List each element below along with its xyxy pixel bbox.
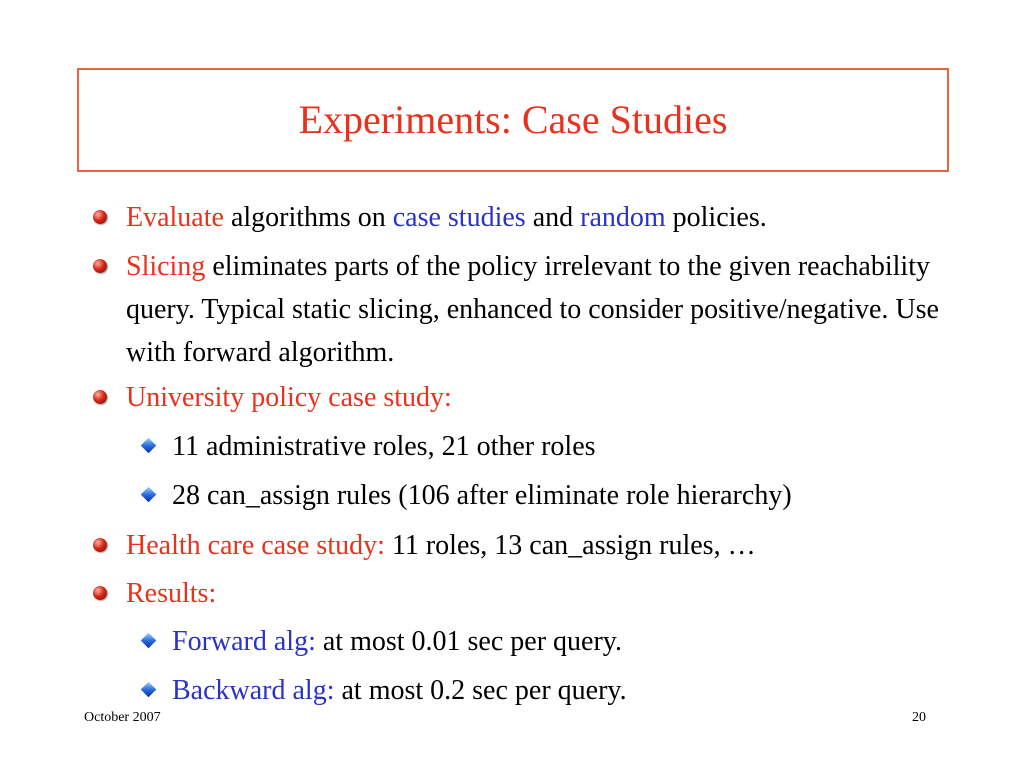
sub-bullet-text: 11 administrative roles, 21 other roles	[172, 431, 596, 462]
footer-page-number: 20	[912, 710, 926, 725]
red-ball-bullet-icon	[93, 586, 107, 600]
bullet-text-segment: and	[525, 202, 581, 233]
sub-bullet-text: at most 0.2 sec per query.	[334, 675, 627, 706]
bullet-text-segment: University policy case study:	[126, 382, 452, 413]
sub-bullet-text: at most 0.01 sec per query.	[315, 626, 622, 657]
bullet-text-segment: Evaluate	[126, 202, 224, 233]
bullet-text-segment: random	[580, 202, 666, 233]
sub-bullet-item	[172, 620, 952, 663]
bullet-text-segment: Results:	[126, 578, 217, 609]
bullet-text-segment: 11 roles, 13 can_assign rules, …	[384, 530, 756, 561]
bullet-item	[126, 376, 956, 419]
bullet-text-segment: Slicing	[126, 251, 206, 282]
sub-bullet-item	[172, 474, 952, 517]
red-ball-bullet-icon	[93, 210, 107, 224]
sub-bullet-item	[172, 425, 952, 468]
bullet-text-segment: eliminates parts of the policy irrelevant to the given reachability query. Typical static slicing, enhanced to consider positive/negative. Use with forward algorithm.	[126, 251, 939, 368]
sub-bullet-text: Backward alg:	[172, 675, 335, 706]
bullet-text-segment: algorithms on	[223, 202, 393, 233]
slide-title: Experiments: Case Studies	[298, 97, 728, 142]
title-box	[77, 68, 949, 172]
sub-bullet-text: 28 can_assign rules (106 after eliminate role hierarchy)	[172, 480, 792, 511]
bullet-item	[126, 245, 956, 374]
red-ball-bullet-icon	[93, 390, 107, 404]
bullet-item	[126, 572, 956, 615]
bullet-text-segment: policies.	[665, 202, 767, 233]
blue-diamond-bullet-icon	[141, 438, 157, 454]
blue-diamond-bullet-icon	[141, 633, 157, 649]
blue-diamond-bullet-icon	[141, 487, 157, 503]
bullet-text-segment: case studies	[392, 202, 526, 233]
bullet-item	[126, 196, 956, 239]
sub-bullet-item	[172, 669, 952, 712]
blue-diamond-bullet-icon	[141, 682, 157, 698]
sub-bullet-text: Forward alg:	[172, 626, 316, 657]
bullet-item	[126, 524, 956, 567]
footer-date: October 2007	[84, 710, 161, 725]
red-ball-bullet-icon	[93, 538, 107, 552]
bullet-text-segment: Health care case study:	[126, 530, 385, 561]
red-ball-bullet-icon	[93, 259, 107, 273]
